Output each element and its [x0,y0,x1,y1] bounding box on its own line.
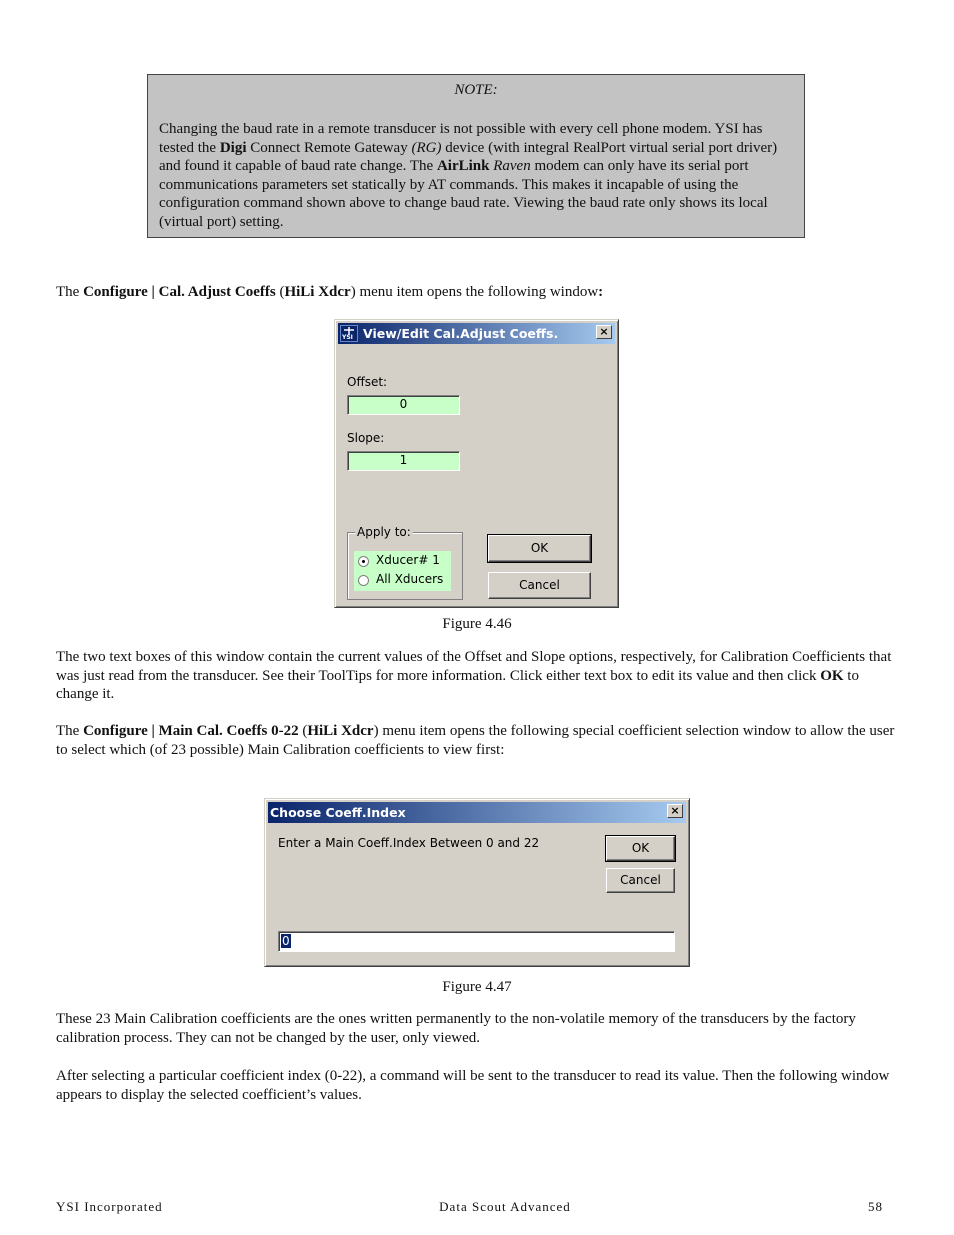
paragraph-main-coeffs: The Configure | Main Cal. Coeffs 0-22 (HiLi Xdcr) menu item opens the following special coefficient selection window to allow the user to select which (of 23 possible) Main Calibration coefficients to view first: [56,723,895,758]
cancel-button[interactable]: Cancel [488,572,591,599]
footer-company: YSI Incorporated [56,1199,163,1214]
paragraph-textboxes: The two text boxes of this window contain the current values of the Offset and Slope options, respectively, for Calibration Coefficients that was just read from the transducer. See their ToolTips for more information. Click either text box to edit its value and then click OK to change it. [56,649,892,702]
radio-xducer1-label: Xducer# 1 [376,553,440,567]
intro-paragraph: The Configure | Cal. Adjust Coeffs (HiLi Xdcr) menu item opens the following window: [56,284,604,300]
ok-button[interactable]: OK [606,836,675,861]
dialog-titlebar [268,802,686,823]
coeff-index-input[interactable] [278,931,675,952]
close-icon[interactable]: × [596,325,612,339]
input-selected-text: 0 [282,934,290,948]
choose-coeff-dialog [264,798,690,967]
note-box [147,74,805,238]
apply-to-label: Apply to: [357,525,411,539]
slope-label: Slope: [347,431,385,445]
cal-adjust-dialog [334,319,619,608]
paragraph-after-selecting: After selecting a particular coefficient index (0-22), a command will be sent to the transducer to read its value. Then the following window appears to display the selected coefficient’s values. [56,1068,890,1103]
footer-title: Data Scout Advanced [439,1199,571,1214]
dialog-title: View/Edit Cal.Adjust Coeffs. [363,326,559,341]
ysi-app-icon: YSI [340,325,358,342]
radio-xducer1[interactable] [358,556,369,567]
note-text: Changing the baud rate in a remote transducer is not possible with every cell phone modem. YSI has tested the Digi Connect Remote Gateway (RG) device (with integral RealPort virtual serial port driver) and found it capable of baud rate change. The AirLink Raven modem can only have its serial port communications parameters set statically by AT commands. This makes it incapable of using the configuration command shown above to change baud rate. Viewing the baud rate only shows its local (virtual port) setting. [159,121,778,230]
coeff-prompt: Enter a Main Coeff.Index Between 0 and 22 [278,836,540,850]
cancel-button[interactable]: Cancel [606,868,675,893]
note-title: NOTE: [454,82,498,98]
figure-caption-1: Figure 4.46 [442,616,512,632]
offset-label: Offset: [347,375,388,389]
figure-caption-2: Figure 4.47 [442,979,512,995]
offset-input[interactable]: 0 [347,395,460,415]
paragraph-coeff-description: These 23 Main Calibration coefficients are the ones written permanently to the non-volatile memory of the transducers by the factory calibration process. They can not be changed by the user, only viewed. [56,1011,856,1046]
radio-all-xducers[interactable] [358,575,369,586]
radio-all-xducers-label: All Xducers [376,572,444,586]
close-icon[interactable]: × [667,804,683,818]
dialog-titlebar [338,323,615,344]
ok-button[interactable]: OK [488,535,591,562]
dialog-title: Choose Coeff.Index [270,805,406,820]
slope-input[interactable]: 1 [347,451,460,471]
footer-page-number: 58 [868,1199,883,1214]
